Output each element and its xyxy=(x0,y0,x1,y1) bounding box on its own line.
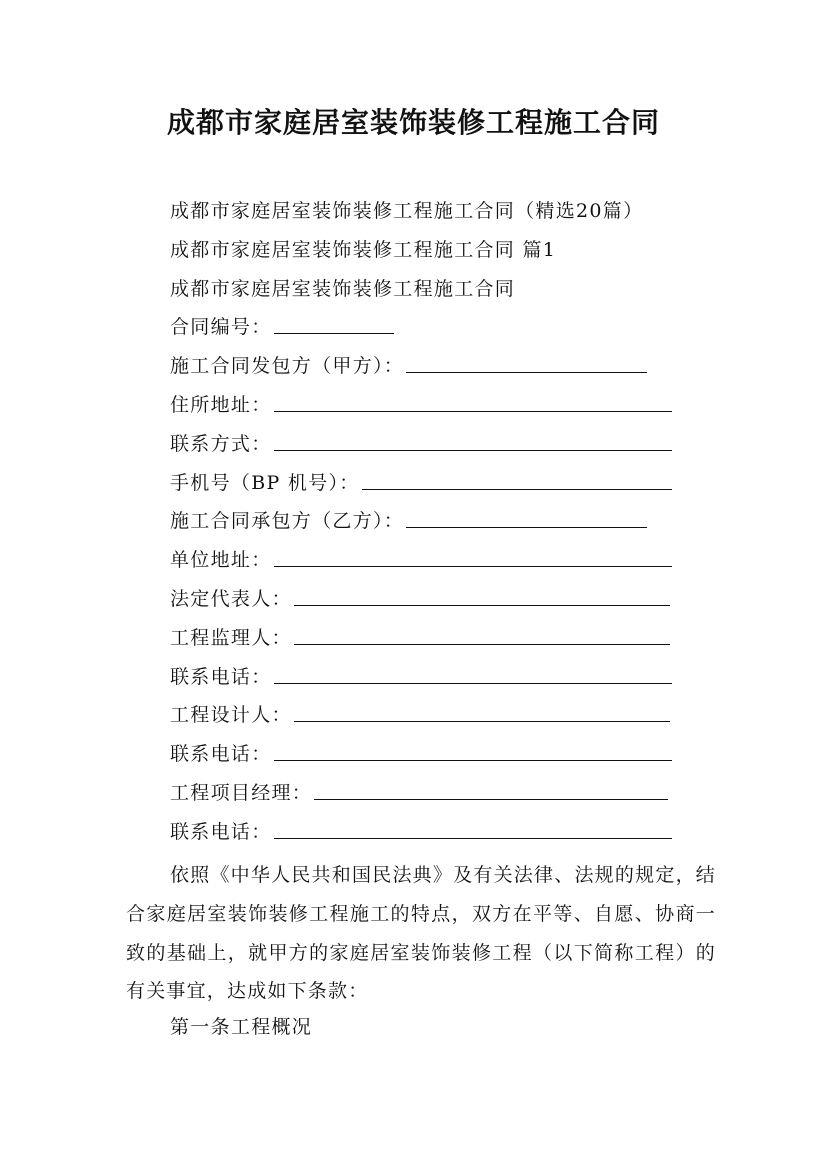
party-a-address-field xyxy=(170,390,690,429)
fill-blank xyxy=(314,783,668,800)
field-label: 工程设计人： xyxy=(170,704,292,727)
field-label: 手机号（BP 机号）： xyxy=(170,471,360,494)
party-b-address-field xyxy=(170,545,690,584)
fill-blank xyxy=(294,628,670,645)
line-intro-2 xyxy=(170,235,690,274)
line-intro-3 xyxy=(170,274,690,313)
fill-blank xyxy=(274,550,672,567)
field-label: 单位地址： xyxy=(170,549,272,572)
designer-phone-field xyxy=(170,739,690,778)
fill-blank xyxy=(274,317,394,334)
field-label: 联系电话： xyxy=(170,665,272,688)
field-label: 联系电话： xyxy=(170,820,272,843)
fill-blank xyxy=(294,589,670,606)
fill-blank xyxy=(274,822,672,839)
field-label: 合同编号： xyxy=(170,316,272,339)
fill-blank xyxy=(274,434,672,451)
field-label: 施工合同发包方（甲方）： xyxy=(170,355,405,378)
field-label: 施工合同承包方（乙方）： xyxy=(170,510,405,533)
line-text: 成都市家庭居室装饰装修工程施工合同 xyxy=(170,277,516,300)
line-text: 成都市家庭居室装饰装修工程施工合同（精选20篇） xyxy=(170,200,644,222)
document-title: 成都市家庭居室装饰装修工程施工合同 xyxy=(166,106,660,139)
manager-phone-field xyxy=(170,817,690,856)
field-label: 联系电话： xyxy=(170,743,272,766)
contract-number-field xyxy=(170,312,690,351)
fill-blank xyxy=(362,473,672,490)
fill-blank xyxy=(406,511,647,528)
field-label: 联系方式： xyxy=(170,432,272,455)
party-b-field xyxy=(170,506,690,545)
contract-lines xyxy=(170,196,690,856)
section-heading: 第一条工程概况 xyxy=(170,1016,313,1038)
mobile-field xyxy=(170,468,690,507)
field-label: 住所地址： xyxy=(170,393,272,416)
field-label: 法定代表人： xyxy=(170,587,292,610)
party-a-field xyxy=(170,351,690,390)
fill-blank xyxy=(274,395,672,412)
fill-blank xyxy=(294,705,670,722)
line-intro-1 xyxy=(170,196,690,235)
fill-blank xyxy=(274,667,672,684)
fill-blank xyxy=(406,356,647,373)
legal-representative-field xyxy=(170,584,690,623)
field-label: 工程监理人： xyxy=(170,626,292,649)
fill-blank xyxy=(274,744,672,761)
supervisor-field xyxy=(170,623,690,662)
party-a-contact-field xyxy=(170,429,690,468)
field-label: 工程项目经理： xyxy=(170,781,313,804)
supervisor-phone-field xyxy=(170,662,690,701)
preamble-paragraph: 依照《中华人民共和国民法典》及有关法律、法规的规定，结合家庭居室装饰装修工程施工的特点，双方在平等、自愿、协商一致的基础上，就甲方的家庭居室装饰装修工程（以下简称工程）的有关事宜，达成如下条款： xyxy=(126,864,716,1003)
project-manager-field xyxy=(170,778,690,817)
designer-field xyxy=(170,700,690,739)
line-text: 成都市家庭居室装饰装修工程施工合同 篇1 xyxy=(170,238,557,261)
